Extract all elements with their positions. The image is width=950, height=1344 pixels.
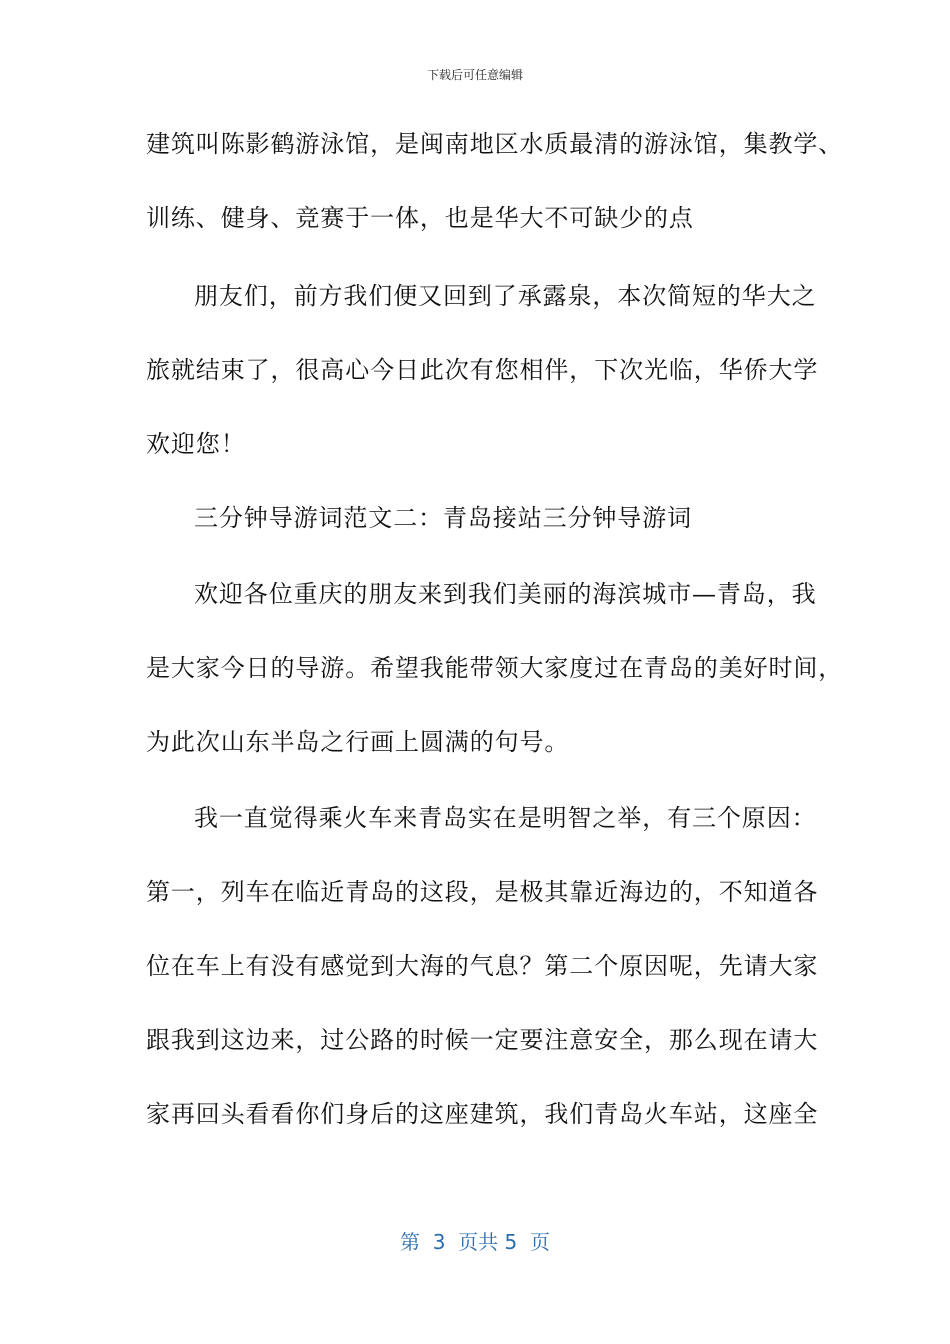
text-line: 训练、健身、竞赛于一体，也是华大不可缺少的点 [146,204,694,232]
paragraph-line: 欢迎各位重庆的朋友来到我们美丽的海滨城市—青岛，我 [194,580,817,608]
paragraph-line: 朋友们，前方我们便又回到了承露泉，本次简短的华大之 [194,282,817,310]
text-line: 跟我到这边来，过公路的时候一定要注意安全，那么现在请大 [146,1026,819,1054]
page-header: 下载后可任意编辑 [426,68,523,82]
section-heading: 三分钟导游词范文二：青岛接站三分钟导游词 [194,504,692,532]
text-line: 欢迎您！ [146,430,246,458]
text-line: 位在车上有没有感觉到大海的气息？第二个原因呢，先请大家 [146,952,819,980]
text-line: 建筑叫陈影鹤游泳馆，是闽南地区水质最清的游泳馆，集教学、 [146,130,844,158]
text-line: 为此次山东半岛之行画上圆满的句号。 [146,728,570,756]
page-footer: 第 3 页共 5 页 [400,1230,550,1254]
text-line: 家再回头看看你们身后的这座建筑，我们青岛火车站，这座全 [146,1100,819,1128]
text-line: 第一，列车在临近青岛的这段，是极其靠近海边的，不知道各 [146,878,819,906]
paragraph-line: 我一直觉得乘火车来青岛实在是明智之举，有三个原因： [194,804,817,832]
text-line: 是大家今日的导游。希望我能带领大家度过在青岛的美好时间， [146,654,844,682]
text-line: 旅就结束了，很高心今日此次有您相伴，下次光临，华侨大学 [146,356,819,384]
